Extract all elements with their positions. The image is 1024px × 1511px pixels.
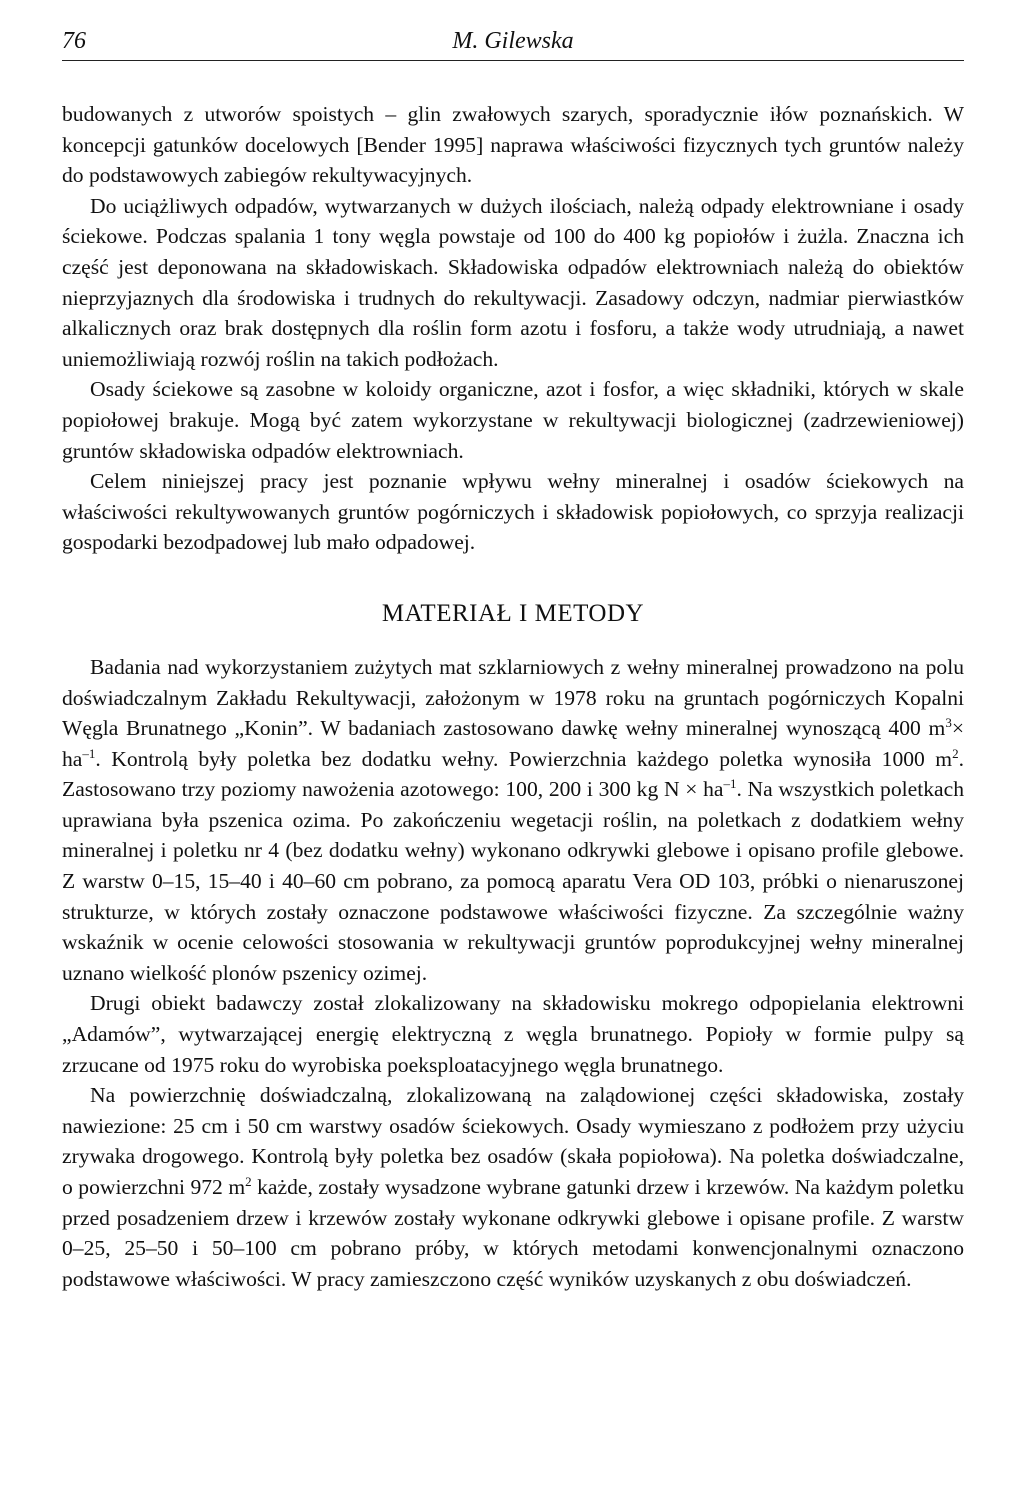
- paragraph-intro-2: Do uciążliwych odpadów, wytwarzanych w dużych ilościach, należą odpady elektrowniane i osady ściekowe. Podczas spalania 1 tony węgla powstaje od 100 do 400 kg popiołów i żużla. Znaczna ich część jest deponowana na składowiskach. Składowiska odpadów elektrowniach należą do obiektów nieprzyjaznych dla środowiska i trudnych do rekultywacji. Zasadowy odczyn, nadmiar pierwiastków alkalicznych oraz brak dostępnych dla roślin form azotu i fosforu, a także wody utrudniają, a nawet uniemożliwiają rozwój roślin na takich podłożach.: [62, 193, 964, 371]
- document-page: [62, 26, 964, 1294]
- text-run: Badania nad wykorzystaniem zużytych mat szklarniowych z wełny mineralnej prowadzono na polu doświadczalnym Zakładu Rekultywacji, założonym w 1978 roku na gruntach pogórniczych Kopalni Węgla Brunatnego „Konin”. W badaniach zastosowano dawkę wełny mineralnej wynoszącą 400 m: [62, 654, 964, 741]
- text-run: . Zastosowano trzy poziomy nawożenia azotowego: 100, 200 i 300 kg N × ha: [62, 746, 964, 802]
- running-header: [62, 26, 964, 61]
- body-text: [62, 99, 964, 1294]
- paragraph-intro-1: budowanych z utworów spoistych – glin zwałowych szarych, sporadycznie iłów poznańskich. W koncepcji gatunków docelowych [Bender 1995] naprawa właściwości fizycznych tych gruntów należy do podstawowych zabiegów rekultywacyjnych.: [62, 102, 964, 188]
- paragraph-methods-1: [62, 652, 964, 989]
- paragraph-intro-3: Osady ściekowe są zasobne w koloidy organiczne, azot i fosfor, a więc składniki, których w skale popiołowej brakuje. Mogą być zatem wykorzystane w rekultywacji biologicznej (zadrzewieniowej) gruntów składowiska odpadów elektrowniach.: [62, 377, 964, 463]
- text-run: każde, zostały wysadzone wybrane gatunki drzew i krzewów. Na każdym poletku przed posadzeniem drzew i krzewów zostały wykonane odkrywki glebowe i opisane profile. Z warstw 0–25, 25–50 i 50–100 cm pobrano próby, w których metodami konwencjonalnymi oznaczono podstawowe właściwości. W pracy zamieszczono część wyników uzyskanych z obu doświadczeń.: [62, 1175, 965, 1291]
- section-heading: MATERIAŁ I METODY: [381, 599, 645, 627]
- superscript: –1: [82, 745, 96, 761]
- text-run: . Na wszystkich poletkach uprawiana była pszenica ozima. Po zakończeniu wegetacji roślin, na poletkach z dodatkiem wełny mineralnej i poletku nr 4 (bez dodatku wełny) wykonano odkrywki glebowe i opisano profile glebowe. Z warstw 0–15, 15–40 i 40–60 cm pobrano, za pomocą aparatu Vera OD 103, próbki o nienaruszonej strukturze, w których zostały oznaczone podstawowe właściwości fizyczne. Za szczególnie ważny wskaźnik w ocenie celowości stosowania w rekultywacji gruntów poprodukcyjnej wełny mineralnej uznano wielkość plonów pszenicy ozimej.: [62, 777, 964, 985]
- superscript: 2: [952, 745, 959, 761]
- paragraph-methods-3: [62, 1080, 964, 1294]
- text-run: . Kontrolą były poletka bez dodatku wełny. Powierzchnia każdego poletka wynosiła 1000 m: [95, 746, 953, 771]
- superscript: 2: [245, 1174, 252, 1189]
- page-number: 76: [62, 28, 86, 54]
- text-run: × ha: [62, 716, 964, 771]
- paragraph-methods-2: Drugi obiekt badawczy został zlokalizowany na składowisku mokrego odpopielania elektrowni „Adamów”, wytwarzającej energię elektryczną z węgla brunatnego. Popioły w formie pulpy są zrzucane od 1975 roku do wyrobiska poeksploatacyjnego węgla brunatnego.: [62, 991, 964, 1077]
- superscript: –1: [723, 776, 737, 792]
- running-author: M. Gilewska: [452, 28, 574, 54]
- paragraph-intro-4: Celem niniejszej pracy jest poznanie wpływu wełny mineralnej i osadów ściekowych na właściwości rekultywowanych gruntów pogórniczych i składowisk popiołowych, co sprzyja realizacji gospodarki bezodpadowej lub mało odpadowej.: [62, 469, 964, 555]
- text-run: Na powierzchnię doświadczalną, zlokalizowaną na zalądowionej części składowiska, zostały nawiezione: 25 cm i 50 cm warstwy osadów ściekowych. Osady wymieszano z podłożem przy użyciu zrywaka drogowego. Kontrolą były poletka bez osadów (skała popiołowa). Na poletka doświadczalne, o powierzchni 972 m: [62, 1083, 964, 1199]
- superscript: 3: [945, 715, 952, 731]
